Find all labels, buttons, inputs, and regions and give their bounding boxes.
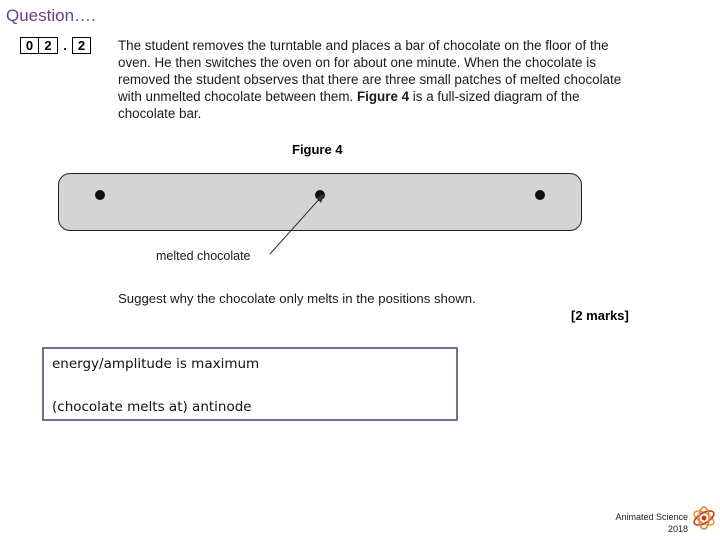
figure-reference: Figure 4: [356, 89, 410, 104]
question-number-digit: 2: [72, 37, 91, 54]
question-text-part2: is a full-sized diagram of the chocolate bar.: [118, 89, 580, 121]
atom-logo-icon: [690, 500, 718, 536]
question-text-part1: The student removes the turntable and places a bar of chocolate on the floor of the oven. He then switches the oven on for about one minute. When the chocolate is removed the student observes that there are three small patches of melted chocolate with unmelted chocolate between them.: [118, 38, 622, 104]
question-number-separator: .: [63, 38, 67, 53]
answer-box: [42, 347, 458, 421]
slide-title: Question….: [6, 6, 96, 25]
marks-label: [2 marks]: [571, 308, 629, 323]
answer-line-1: energy/amplitude is maximum: [52, 356, 260, 372]
brand-label: [615, 511, 688, 535]
question-number-digit: 2: [39, 37, 58, 54]
figure-title: Figure 4: [292, 142, 343, 157]
question-number-digit: 0: [20, 37, 39, 54]
brand-name: Animated Science: [615, 512, 688, 522]
question-prompt: Suggest why the chocolate only melts in the positions shown.: [118, 291, 476, 306]
answer-line-2: (chocolate melts at) antinode: [52, 399, 252, 415]
melted-chocolate-label: melted chocolate: [156, 249, 251, 263]
brand-year: 2018: [667, 524, 688, 534]
